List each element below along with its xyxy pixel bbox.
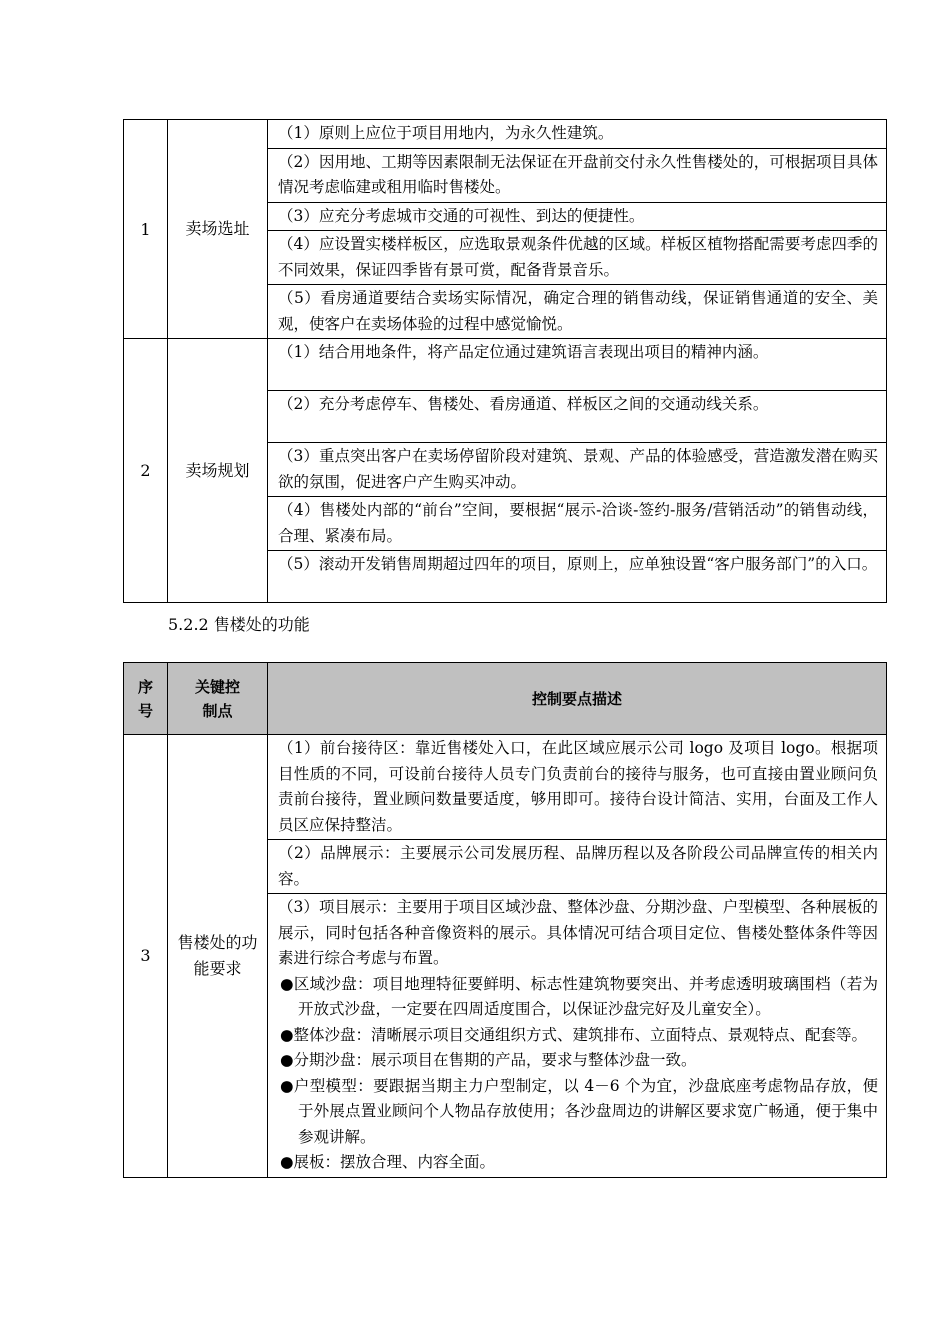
key-control-point: 售楼处的功能要求 xyxy=(168,735,268,1178)
control-description: （5）滚动开发销售周期超过四年的项目，原则上，应单独设置“客户服务部门”的入口。 xyxy=(268,551,887,603)
control-description: （1）原则上应位于项目用地内，为永久性建筑。 xyxy=(268,120,887,149)
control-description: （3）重点突出客户在卖场停留阶段对建筑、景观、产品的体验感受，营造激发潜在购买欲的氛围，促进客户产生购买冲动。 xyxy=(268,443,887,497)
bullet-item: ●分期沙盘：展示项目在售期的产品，要求与整体沙盘一致。 xyxy=(280,1051,697,1069)
header-number: 序号 xyxy=(124,663,168,735)
sales-office-function-table xyxy=(123,662,887,1178)
control-description: （2）充分考虑停车、售楼处、看房通道、样板区之间的交通动线关系。 xyxy=(268,391,887,443)
control-description: （2）品牌展示：主要展示公司发展历程、品牌历程以及各阶段公司品牌宣传的相关内容。 xyxy=(268,840,887,894)
project-display-text: （3）项目展示：主要用于项目区域沙盘、整体沙盘、分期沙盘、户型模型、各种展板的展示，同时包括各种音像资料的展示。具体情况可结合项目定位、售楼处整体条件等因素进行综合考虑与布置。 xyxy=(278,898,878,967)
section-title: 5.2.2 售楼处的功能 xyxy=(168,615,310,634)
control-description: （2）因用地、工期等因素限制无法保证在开盘前交付永久性售楼处的，可根据项目具体情况考虑临建或租用临时售楼处。 xyxy=(268,148,887,202)
header-key-control-point: 关键控制点 xyxy=(168,663,268,735)
header-description: 控制要点描述 xyxy=(268,663,887,735)
control-description: （4）应设置实楼样板区，应选取景观条件优越的区域。样板区植物搭配需要考虑四季的不同效果，保证四季皆有景可赏，配备背景音乐。 xyxy=(268,231,887,285)
control-description: （3）应充分考虑城市交通的可视性、到达的便捷性。 xyxy=(268,202,887,231)
control-description: （4）售楼处内部的“前台”空间，要根据“展示-洽谈-签约-服务/营销活动”的销售动线，合理、紧凑布局。 xyxy=(268,497,887,551)
control-description: （1）前台接待区：靠近售楼处入口，在此区域应展示公司 logo 及项目 logo。根据项目性质的不同，可设前台接待人员专门负责前台的接待与服务，也可直接由置业顾问负责前台接待，置业顾问数量要适度，够用即可。接待台设计简洁、实用，台面及工作人员区应保持整洁。 xyxy=(268,735,887,840)
site-planning-table xyxy=(123,119,887,603)
bullet-item: ●整体沙盘：清晰展示项目交通组织方式、建筑排布、立面特点、景观特点、配套等。 xyxy=(280,1025,868,1044)
control-description: （5）看房通道要结合卖场实际情况，确定合理的销售动线，保证销售通道的安全、美观，使客户在卖场体验的过程中感觉愉悦。 xyxy=(268,285,887,339)
row-number: 1 xyxy=(124,120,168,339)
bullet-item: ●展板：摆放合理、内容全面。 xyxy=(280,1153,496,1171)
control-description-with-bullets xyxy=(268,894,887,1178)
row-number: 3 xyxy=(124,735,168,1178)
bullet-item: ●区域沙盘：项目地理特征要鲜明、标志性建筑物要突出、并考虑透明玻璃围档（若为开放式沙盘，一定要在四周适度围合，以保证沙盘完好及儿童安全）。 xyxy=(280,974,878,1018)
control-description: （1）结合用地条件，将产品定位通过建筑语言表现出项目的精神内涵。 xyxy=(268,339,887,391)
bullet-item: ●户型模型：要跟据当期主力户型制定，以 4－6 个为宜，沙盘底座考虑物品存放，便于外展点置业顾问个人物品存放使用；各沙盘周边的讲解区要求宽广畅通，便于集中参观讲解。 xyxy=(280,1076,878,1146)
key-control-point: 卖场规划 xyxy=(168,339,268,603)
key-control-point: 卖场选址 xyxy=(168,120,268,339)
row-number: 2 xyxy=(124,339,168,603)
